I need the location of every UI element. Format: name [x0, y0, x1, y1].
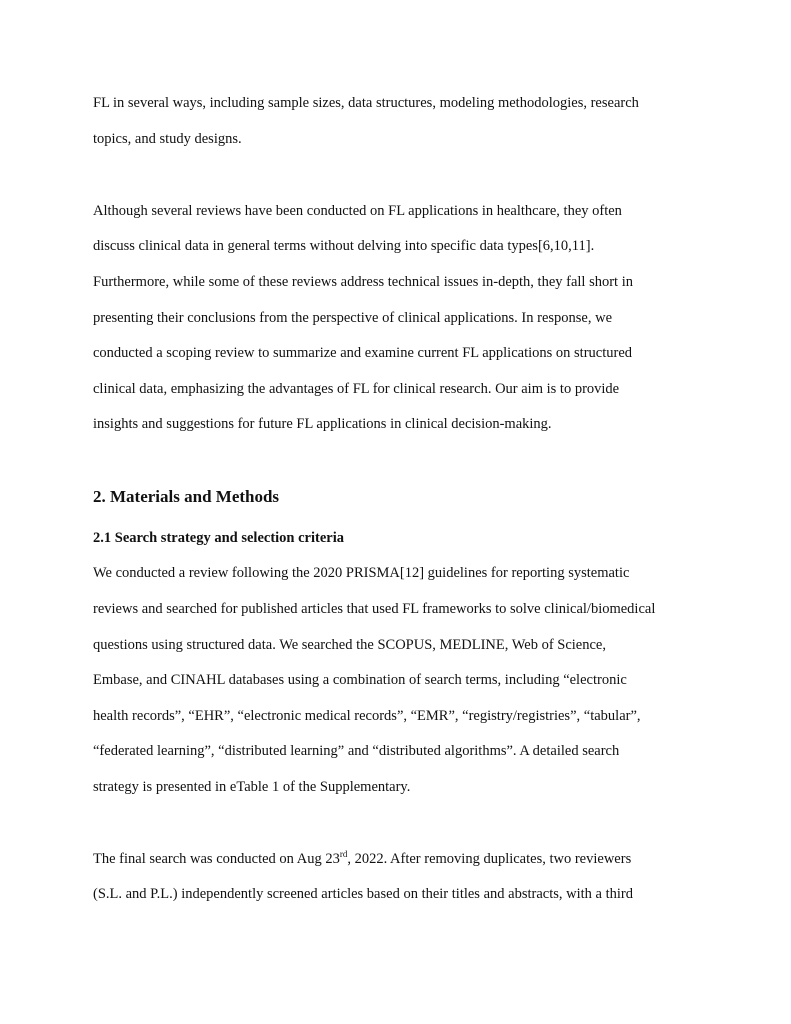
paragraph-3-line-6: “federated learning”, “distributed learning” and “distributed algorithms”. A detailed search	[93, 743, 620, 759]
paragraph-2-line-1: Although several reviews have been conducted on FL applications in healthcare, they often	[93, 203, 622, 219]
paragraph-4-line-1-text: The final search was conducted on Aug 23	[93, 851, 340, 867]
paragraph-3-line-5: health records”, “EHR”, “electronic medical records”, “EMR”, “registry/registries”, “tabular”,	[93, 708, 641, 724]
paragraph-4-line-1	[93, 850, 631, 868]
paragraph-3-line-2: reviews and searched for published articles that used FL frameworks to solve clinical/biomedical	[93, 601, 656, 617]
subsection-heading: 2.1 Search strategy and selection criteria	[93, 530, 345, 546]
paragraph-4-line-2: (S.L. and P.L.) independently screened articles based on their titles and abstracts, with a third	[93, 886, 633, 902]
paragraph-1-line-1: FL in several ways, including sample sizes, data structures, modeling methodologies, research	[93, 95, 639, 111]
paragraph-3-line-1: We conducted a review following the 2020 PRISMA[12] guidelines for reporting systematic	[93, 565, 630, 581]
paragraph-4-line-1-rest: , 2022. After removing duplicates, two reviewers	[347, 851, 632, 867]
section-heading: 2. Materials and Methods	[93, 487, 280, 506]
paragraph-2-line-5: conducted a scoping review to summarize and examine current FL applications on structured	[93, 345, 633, 361]
paragraph-3-line-3: questions using structured data. We searched the SCOPUS, MEDLINE, Web of Science,	[93, 637, 606, 653]
paragraph-2-line-6: clinical data, emphasizing the advantages of FL for clinical research. Our aim is to provide	[93, 381, 620, 397]
paragraph-2-line-4: presenting their conclusions from the perspective of clinical applications. In response, we	[93, 310, 613, 326]
paragraph-1-line-2: topics, and study designs.	[93, 131, 242, 147]
paragraph-3-line-4: Embase, and CINAHL databases using a combination of search terms, including “electronic	[93, 672, 627, 688]
paragraph-3-line-7: strategy is presented in eTable 1 of the Supplementary.	[93, 779, 411, 795]
paragraph-2-line-3: Furthermore, while some of these reviews address technical issues in-depth, they fall short in	[93, 274, 633, 290]
paragraph-2-line-7: insights and suggestions for future FL applications in clinical decision-making.	[93, 416, 552, 432]
paragraph-2-line-2: discuss clinical data in general terms without delving into specific data types[6,10,11].	[93, 238, 595, 254]
ordinal-superscript: rd	[339, 849, 348, 860]
